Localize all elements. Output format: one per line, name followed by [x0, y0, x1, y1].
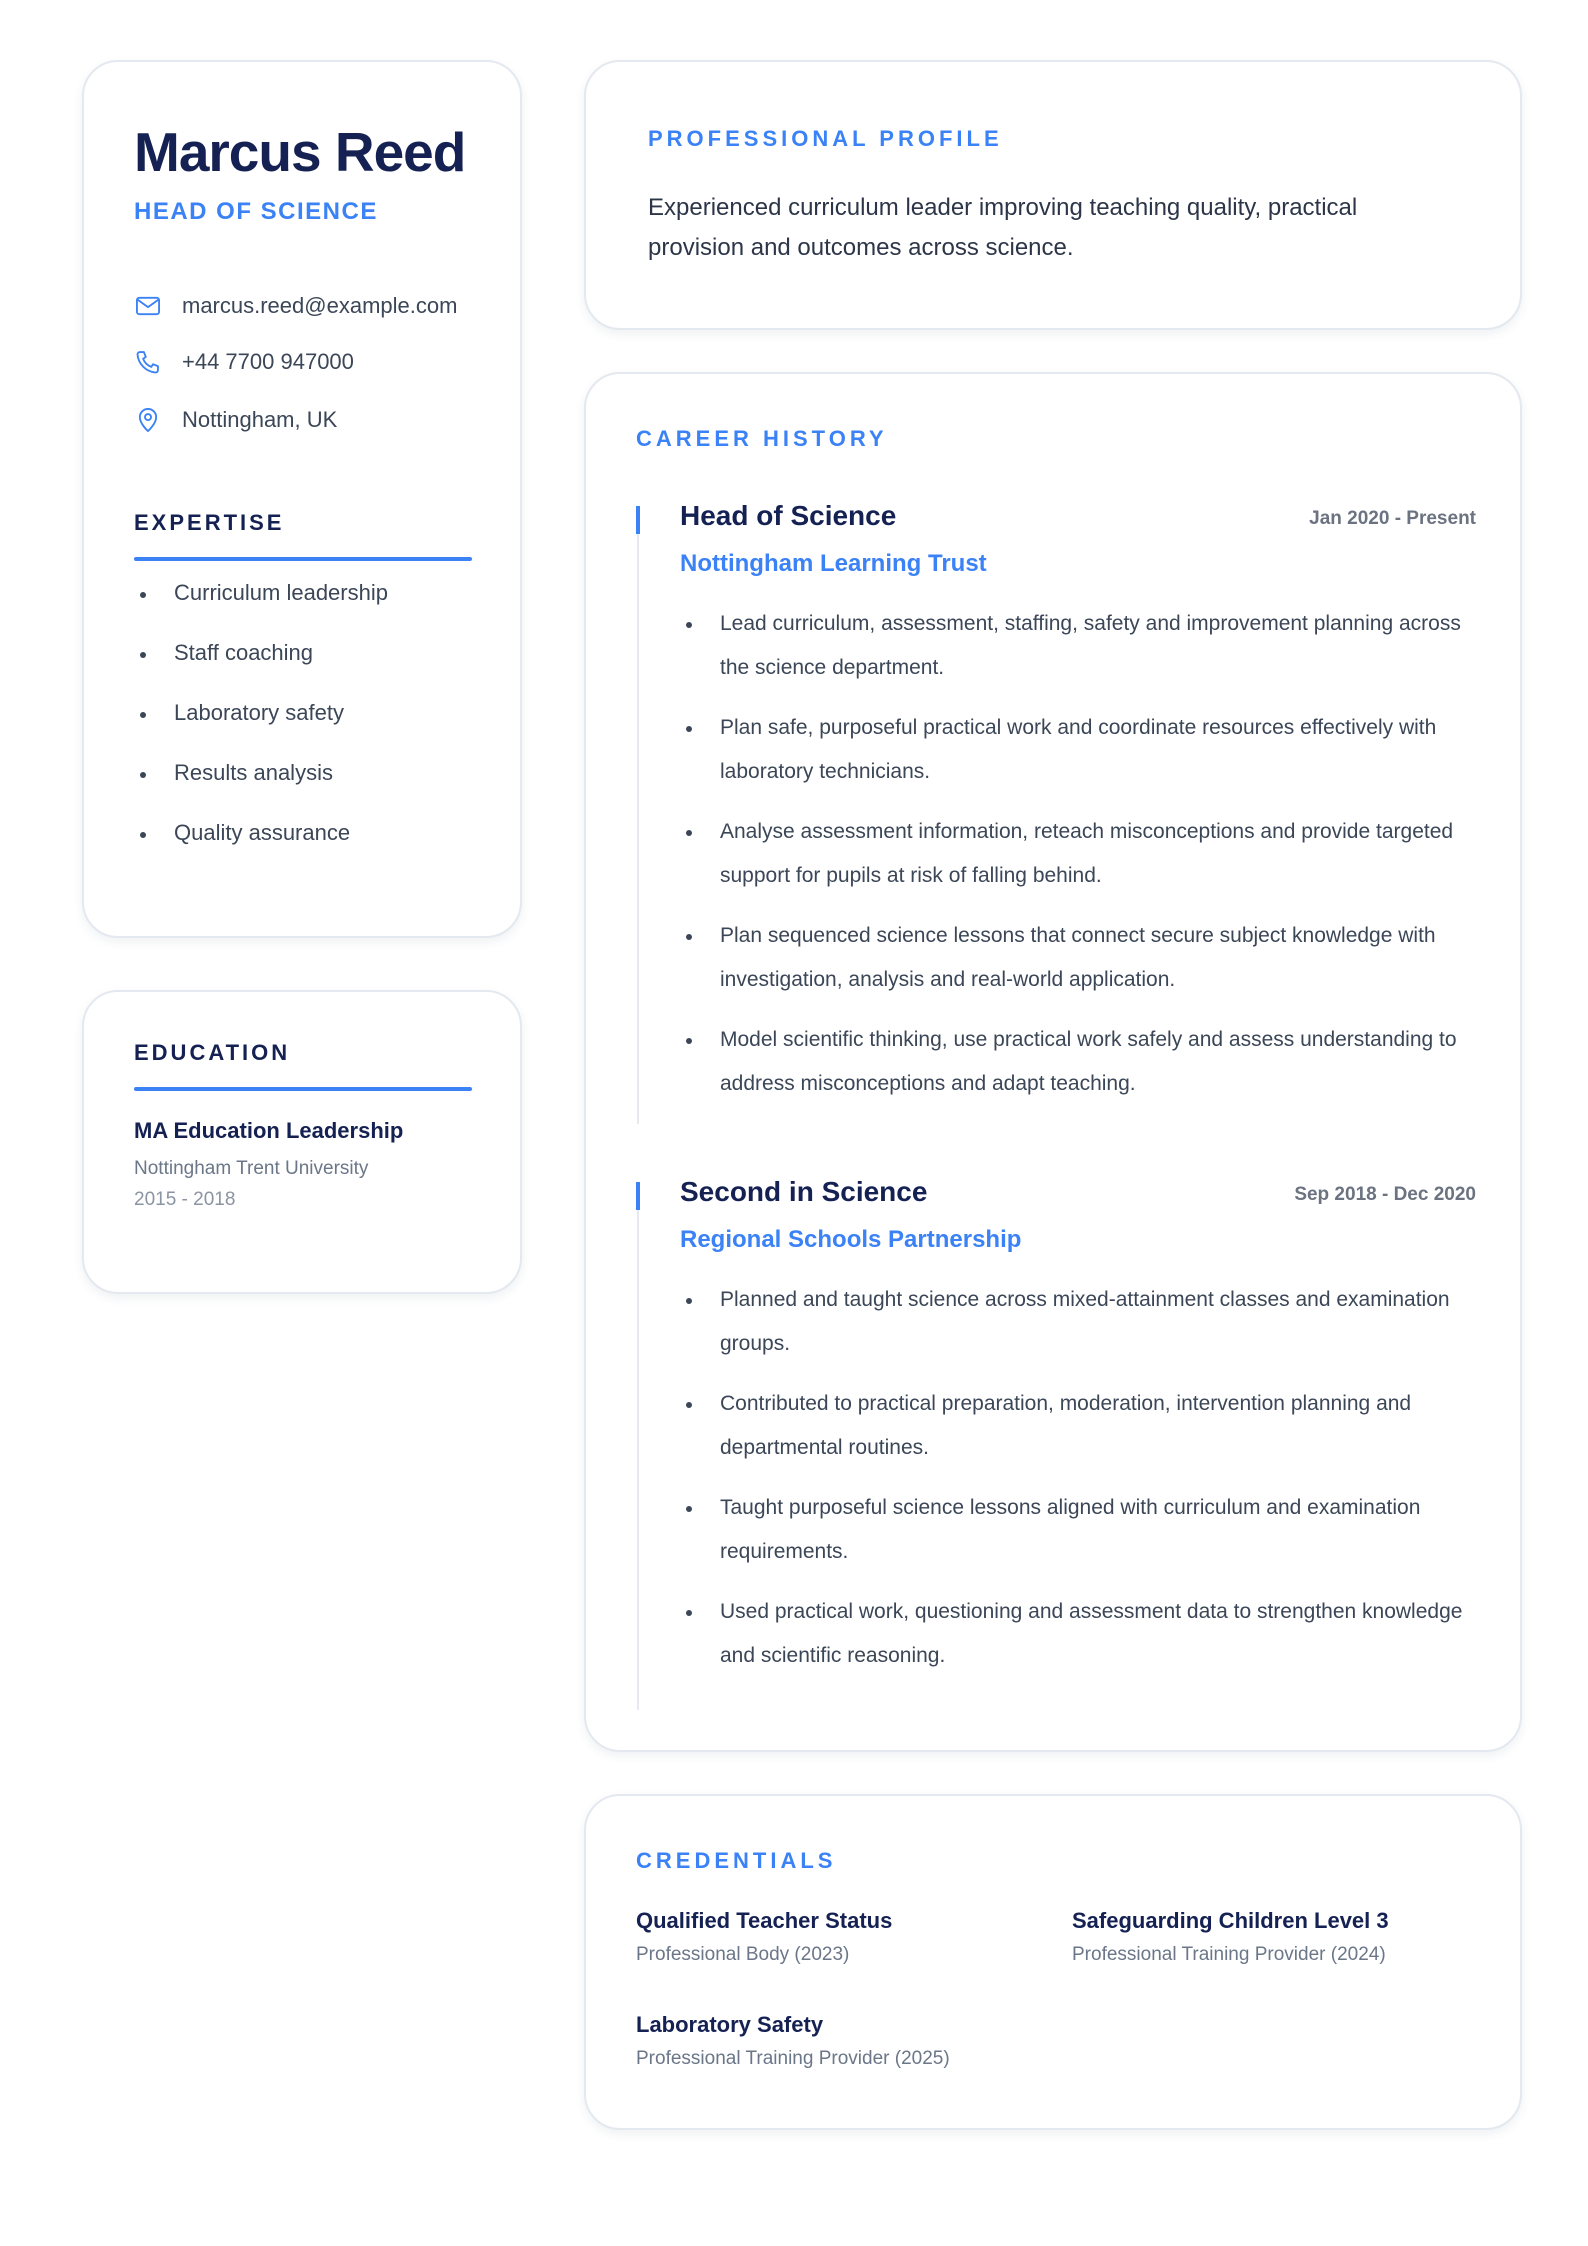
list-item: Lead curriculum, assessment, staffing, safety and improvement planning across the science department. [680, 602, 1470, 690]
list-item: Contributed to practical preparation, moderation, intervention planning and departmental routines. [680, 1382, 1470, 1470]
list-item: Used practical work, questioning and assessment data to strengthen knowledge and scientific reasoning. [680, 1590, 1470, 1678]
credential-name: Laboratory Safety [636, 2012, 824, 2037]
expertise-heading: EXPERTISE [134, 510, 285, 535]
job-accent-bar [636, 506, 640, 534]
contact-card [82, 60, 522, 938]
job-timeline-line [637, 1210, 639, 1710]
career-card [584, 372, 1522, 1752]
contact-email-text: marcus.reed@example.com [182, 293, 458, 318]
credential-detail: Professional Training Provider (2025) [636, 2048, 950, 2069]
education-heading: EDUCATION [134, 1040, 291, 1065]
credential-detail: Professional Training Provider (2024) [1072, 1944, 1386, 1965]
list-item: Staff coaching [134, 638, 388, 698]
list-item: Curriculum leadership [134, 578, 388, 638]
list-item: Quality assurance [134, 818, 388, 878]
credential-name: Safeguarding Children Level 3 [1072, 1908, 1389, 1933]
education-divider [134, 1087, 472, 1091]
education-school: Nottingham Trent University [134, 1158, 369, 1179]
job-accent-bar [636, 1182, 640, 1210]
job-company: Nottingham Learning Trust [680, 550, 987, 577]
profile-summary: Experienced curriculum leader improving teaching quality, practical provision and outcomes across science. [648, 194, 1358, 261]
list-item: Results analysis [134, 758, 388, 818]
expertise-list [134, 578, 388, 878]
mail-icon [134, 292, 162, 320]
candidate-name: Marcus Reed [134, 121, 466, 183]
location-pin-icon [134, 406, 162, 434]
job-bullets [680, 1278, 1470, 1694]
list-item: Model scientific thinking, use practical work safely and assess understanding to address misconceptions and adapt teaching. [680, 1018, 1470, 1106]
credentials-card [584, 1794, 1522, 2130]
career-heading: CAREER HISTORY [636, 426, 888, 451]
job-company: Regional Schools Partnership [680, 1226, 1022, 1253]
expertise-divider [134, 557, 472, 561]
list-item: Analyse assessment information, reteach misconceptions and provide targeted support for pupils at risk of falling behind. [680, 810, 1470, 898]
education-years: 2015 - 2018 [134, 1189, 236, 1210]
contact-location-text: Nottingham, UK [182, 407, 338, 432]
list-item: Plan safe, purposeful practical work and coordinate resources effectively with laboratory technicians. [680, 706, 1470, 794]
list-item: Planned and taught science across mixed-attainment classes and examination groups. [680, 1278, 1470, 1366]
credential-detail: Professional Body (2023) [636, 1944, 850, 1965]
profile-card [584, 60, 1522, 330]
education-card [82, 990, 522, 1294]
credential-item [1072, 1908, 1472, 1966]
contact-phone-text: +44 7700 947000 [182, 349, 354, 374]
education-degree: MA Education Leadership [134, 1118, 404, 1143]
list-item: Laboratory safety [134, 698, 388, 758]
job-bullets [680, 602, 1470, 1122]
job-title: Head of Science [680, 500, 897, 531]
list-item: Plan sequenced science lessons that connect secure subject knowledge with investigation, analysis and real-world application. [680, 914, 1470, 1002]
job-dates: Jan 2020 - Present [1309, 508, 1476, 529]
profile-heading: PROFESSIONAL PROFILE [648, 126, 1003, 151]
job-dates: Sep 2018 - Dec 2020 [1294, 1184, 1476, 1205]
credential-item [636, 2012, 1036, 2070]
job-title: Second in Science [680, 1176, 928, 1207]
job-timeline-line [637, 534, 639, 1124]
contact-location [134, 406, 337, 434]
contact-email[interactable] [134, 292, 457, 320]
credential-item [636, 1908, 1036, 1966]
credential-name: Qualified Teacher Status [636, 1908, 893, 1933]
credentials-heading: CREDENTIALS [636, 1848, 837, 1873]
phone-icon [134, 348, 162, 376]
list-item: Taught purposeful science lessons aligned with curriculum and examination requirements. [680, 1486, 1470, 1574]
candidate-role: HEAD OF SCIENCE [134, 198, 378, 225]
contact-phone[interactable] [134, 348, 354, 376]
